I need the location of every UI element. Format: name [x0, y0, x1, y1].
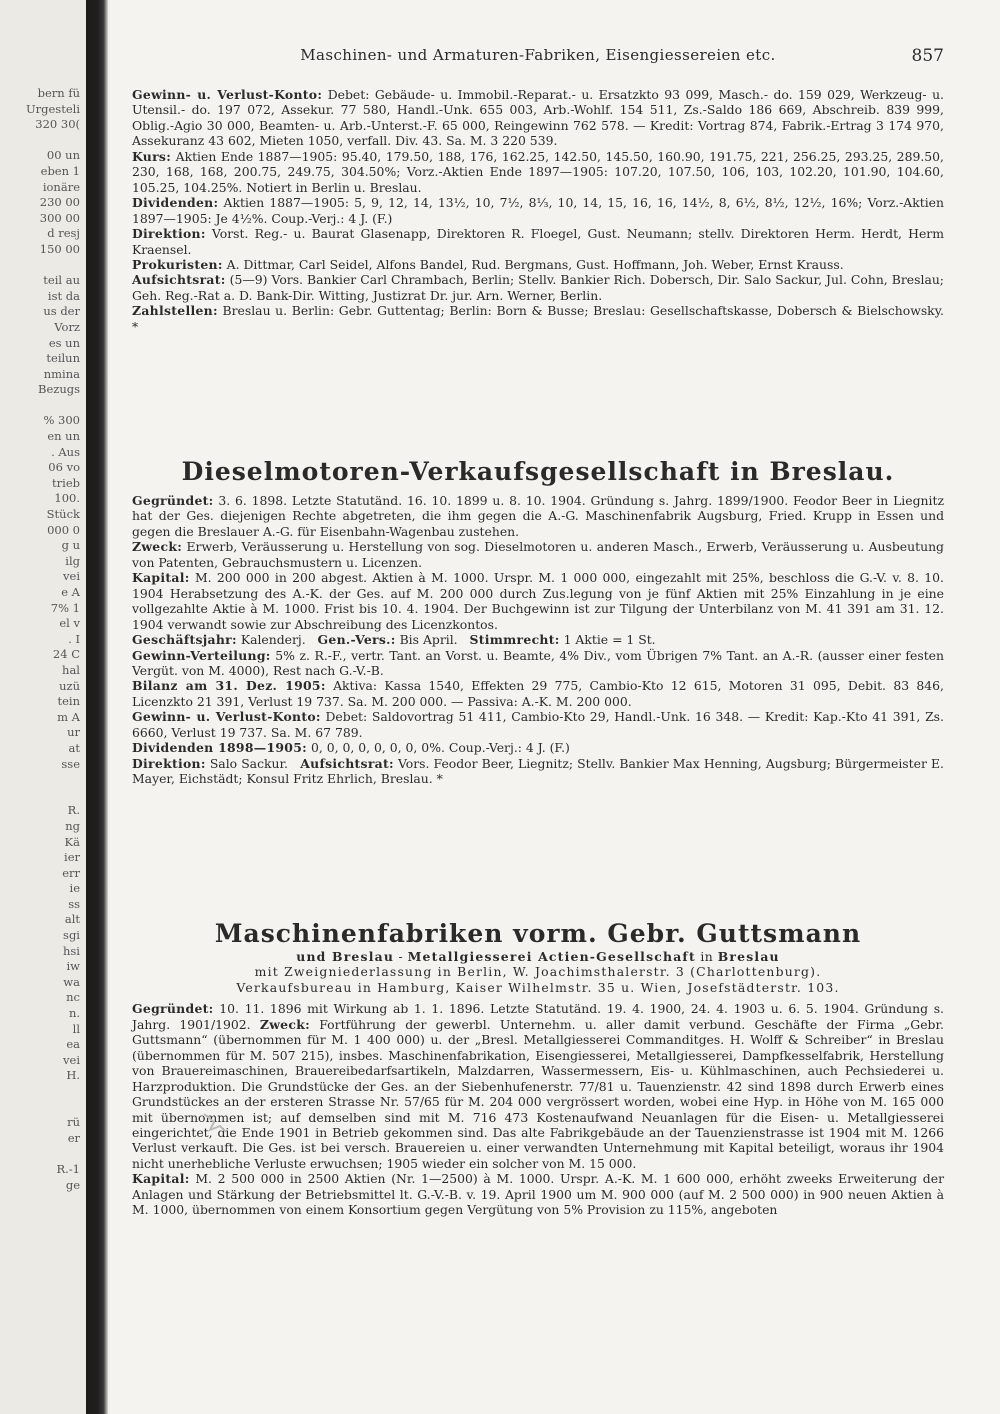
previous-page-fragment: at	[68, 740, 80, 755]
entry-text: Breslau u. Berlin: Gebr. Guttentag; Berlin: Born & Busse; Breslau: Gesellschaftskasse, Dobersch & Bielschowsky. *	[132, 303, 944, 334]
subtitle-part: in	[700, 949, 714, 964]
previous-page-fragment: Stück	[46, 507, 80, 522]
previous-page-fragment: trieb	[52, 475, 80, 490]
previous-page-fragment: sse	[61, 756, 80, 771]
entry-direktion	[132, 756, 944, 787]
entry-key: Aufsichtsrat:	[300, 755, 394, 771]
company-body	[132, 493, 944, 787]
entry-key: Gewinn-Verteilung:	[132, 647, 271, 663]
entry-text: 1 Aktie = 1 St.	[563, 632, 656, 648]
previous-page-fragment	[0, 1084, 80, 1100]
page-number: 857	[911, 46, 944, 66]
previous-page-fragment: vei	[63, 569, 80, 584]
entry-key: Dividenden:	[132, 195, 219, 211]
entry-bilanz	[132, 678, 944, 709]
subtitle-part: Metallgiesserei Actien-Gesellschaft	[407, 949, 696, 964]
entry-text: Debet: Saldovortrag 51 411, Cambio-Kto 29, Handl.-Unk. 16 348. — Kredit: Kap.-Kto 41 391, Zs. 6660, Verlust 19 737. Sa. M. 67 789.	[132, 709, 944, 740]
entry-text: M. 200 000 in 200 abgest. Aktien à M. 1000. Urspr. M. 1 000 000, eingezahlt mit 25%, beschloss die G.-V. v. 8. 10. 1904 Herabsetzung des A.-K. der Ges. auf M. 200 000 durch Zus.legung von je fünf Aktien mit 25% Einzahlung in je eine vollgezahlte Aktie à M. 1000. Frist bis 10. 4. 1904. Der Buchgewinn ist zur Tilgung der Unterbilanz von M. 41 391 am 31. 12. 1904 verwandt sowie zur Abschreibung des Licenzkontos.	[132, 570, 944, 632]
previous-page-text-fragments	[0, 86, 80, 1193]
entry-text: Vors. Feodor Beer, Liegnitz; Stellv. Bankier Max Henning, Augsburg; Bürgermeister E. Mayer, Eichstädt; Konsul Fritz Ehrlich, Breslau. *	[132, 755, 944, 787]
entry-text: (5—9) Vors. Bankier Carl Chrambach, Berlin; Stellv. Bankier Rich. Dobersch, Dir. Salo Sackur, Jul. Cohn, Breslau; Geh. Reg.-Rat a. D. Bank-Dir. Witting, Justizrat Dr. jur. Arn. Werner, Berlin.	[132, 272, 944, 303]
entry-text: 10. 11. 1896 mit Wirkung ab 1. 1. 1896. Letzte Statutänd. 19. 4. 1900, 24. 4. 1903 u. 6. 5. 1904. Gründung s. Jahrg. 1901/1902.	[132, 1001, 944, 1032]
entry-key: Dividenden 1898—1905:	[132, 740, 308, 756]
previous-page-fragment: m A	[57, 709, 80, 724]
entry-text: M. 2 500 000 in 2500 Aktien (Nr. 1—2500) à M. 1000. Urspr. A.-K. M. 1 600 000, erhöht zweeks Erweiterung der Anlagen und Stärkung der Betriebsmittel lt. G.-V.-B. v. 19. April 1900 um M. 900 000 (auf M. 2 500 000) in 900 neuen Aktien à M. 1000, übernommen von einem Konsortium gegen Vergütung von 5% Provision zu 115%, angeboten	[132, 1171, 944, 1218]
entry-gewinn-verlust	[132, 709, 944, 740]
entry-text: Aktien 1887—1905: 5, 9, 12, 14, 13½, 10, 7½, 8⅓, 10, 14, 15, 16, 16, 14½, 8, 6½, 8½, 12½, 16%; Vorz.-Aktien 1897—1905: Je 4½%. Coup.-Verj.: 4 J. (F.)	[132, 195, 944, 226]
previous-page-fragment: us der	[43, 304, 80, 319]
previous-page-fragment: ier	[64, 850, 80, 865]
previous-page-fragment: n.	[68, 1006, 80, 1021]
entry-text: Salo Sackur.	[209, 755, 288, 771]
previous-page-fragment: R.-1	[56, 1161, 80, 1176]
previous-page-fragment: hsi	[63, 943, 80, 958]
previous-company-continuation	[132, 87, 944, 334]
previous-page-fragment: ll	[72, 1021, 80, 1036]
previous-page-fragment: 24 C	[52, 647, 80, 662]
entry-key: Gen.-Vers.:	[317, 632, 396, 648]
company-sales-office-line: Verkaufsbureau in Hamburg, Kaiser Wilhelmstr. 35 u. Wien, Josefstädterstr. 103.	[236, 979, 840, 995]
entry-gewinn-verteilung	[132, 648, 944, 679]
company-guttsmann	[132, 919, 944, 1218]
entry-key: Direktion:	[132, 226, 206, 242]
company-subtitle: und Breslau - Metallgiesserei Actien-Gesellschaft in Breslau	[296, 949, 780, 964]
previous-page-fragment: tein	[57, 694, 80, 709]
previous-page-fragment: ur	[67, 725, 80, 740]
previous-page-fragment: 150 00	[39, 241, 80, 256]
entry-gewinn-verlust	[132, 87, 944, 149]
previous-page-fragment: H.	[66, 1068, 80, 1083]
previous-page-fragment: R.	[67, 803, 80, 818]
previous-page-fragment	[0, 1100, 80, 1116]
previous-page-fragment: 7% 1	[50, 600, 80, 615]
entry-text: Aktiva: Kassa 1540, Effekten 29 775, Cambio-Kto 12 615, Motoren 31 095, Debit. 83 846, Licenzkto 21 391, Verlust 19 737. Sa. M. 200 000. — Passiva: A.-K. M. 200 000.	[132, 678, 944, 709]
previous-page-fragment: 00 un	[46, 148, 80, 163]
entry-kapital	[132, 570, 944, 632]
entry-text: Fortführung der gewerbl. Unternehm. u. aller damit verbund. Geschäfte der Firma „Gebr. Guttsmann“ (übernommen für M. 1 400 000) u. der „Bresl. Metallgiesserei Commanditges. H. Wolff & Schreiber“ in Breslau (übernommen für M. 507 215), insbes. Maschinenfabrikation, Eisengiesserei, Metallgiesserei, Dampfkesselfabrik, Herstellung von Brauereimaschinen, Brauereibedarfsartikeln, Malzdarren, Wassermessern, Eis- u. Kühlmaschinen, auch Pechsiederei u. Harzproduktion. Die Grundstücke der Ges. an der Siebenhufenerstr. 77/81 u. Tauenzienstr. 42 sind 1898 durch Erwerb eines Grundstückes an der ersteren Strasse Nr. 57/65 für M. 204 000 vergrössert worden, wobei eine Hyp. in Höhe von M. 165 000 mit übernommen ist; auf demselben sind mit M. 716 473 Kostenaufwand Neuanlagen für die Eisen- u. Metallgiesserei eingerichtet, die Ende 1901 in Betrieb gekommen sind. Das alte Fabrikgebäude an der Tauenzienstrasse ist 1904 mit M. 1266 Verlust verkauft. Die Ges. ist bei versch. Brauereien u. einer verwandten Unternehmung mit Kapital beteiligt, woraus ihr 1904 nicht unerhebliche Verluste erwuchsen; 1905 wieder ein solcher von M. 15 000.	[132, 1016, 944, 1171]
entry-key: Kapital:	[132, 570, 190, 586]
company-body	[132, 1001, 944, 1217]
previous-page-fragment: bern fü	[37, 86, 80, 100]
entry-key: Gegründet:	[132, 1001, 214, 1017]
previous-page-fragment: eben 1	[40, 163, 80, 178]
previous-page-sliver	[0, 0, 86, 1414]
entry-text: Kalenderj.	[240, 632, 306, 648]
previous-page-fragment: ge	[65, 1177, 80, 1192]
entry-kapital	[132, 1171, 944, 1217]
company-title: Maschinenfabriken vorm. Gebr. Guttsmann	[214, 919, 862, 948]
previous-page-fragment: err	[62, 865, 80, 880]
entry-aufsichtsrat	[132, 272, 944, 303]
previous-page-fragment: sgi	[63, 928, 80, 943]
previous-page-fragment: Vorz	[54, 319, 80, 334]
subtitle-part: und Breslau	[296, 949, 395, 964]
entry-key: Kurs:	[132, 148, 172, 164]
running-header-title: Maschinen- und Armaturen-Fabriken, Eisengiessereien etc.	[300, 46, 776, 64]
previous-page-fragment: 300 00	[39, 210, 80, 225]
entry-text: Aktien Ende 1887—1905: 95.40, 179.50, 188, 176, 162.25, 142.50, 145.50, 160.90, 191.75, 221, 256.25, 293.25, 289.50, 230, 168, 168, 200.75, 249.75, 304.50%; Vorz.-Aktien Ende 1897—1905: 107.20, 107.50, 106, 103, 102.20, 101.90, 104.60, 105.25, 104.25%. Notiert in Berlin u. Breslau.	[132, 148, 944, 195]
subtitle-part: Breslau	[717, 949, 780, 964]
entry-key: Gewinn- u. Verlust-Konto:	[132, 87, 323, 102]
previous-page-fragment: ilg	[65, 553, 80, 568]
entry-dividenden	[132, 740, 944, 755]
previous-page-fragment: . Aus	[51, 444, 80, 459]
previous-page-fragment: 230 00	[39, 195, 80, 210]
previous-page-fragment: es un	[48, 335, 80, 350]
entry-zahlstellen	[132, 303, 944, 334]
entry-key: Gewinn- u. Verlust-Konto:	[132, 709, 321, 725]
previous-page-fragment: uzü	[59, 678, 80, 693]
entry-text: Bis April.	[399, 632, 458, 648]
entry-zweck	[132, 539, 944, 570]
entry-dividenden	[132, 195, 944, 226]
previous-page-fragment: 320 30(	[35, 117, 80, 132]
previous-page-fragment: ea	[66, 1037, 80, 1052]
entry-key: Zweck:	[132, 539, 183, 555]
running-header	[132, 46, 944, 68]
entry-text: 5% z. R.-F., vertr. Tant. an Vorst. u. Beamte, 4% Div., vom Übrigen 7% Tant. an A.-R. (ausser einer festen Vergüt. von M. 4000), Rest nach G.-V.-B.	[132, 647, 944, 678]
previous-page-fragment: 06 vo	[48, 460, 80, 475]
entry-geschaeftsjahr	[132, 632, 944, 647]
previous-page-fragment: ionäre	[42, 179, 80, 194]
previous-page-fragment: rü	[67, 1115, 80, 1130]
previous-page-fragment	[0, 258, 80, 274]
previous-page-fragment	[0, 398, 80, 414]
previous-page-fragment: wa	[63, 974, 80, 989]
previous-page-fragment: % 300	[43, 413, 80, 428]
previous-page-fragment	[0, 133, 80, 149]
previous-page-fragment: ie	[69, 881, 80, 896]
entry-text: A. Dittmar, Carl Seidel, Alfons Bandel, Rud. Bergmans, Gust. Hoffmann, Joh. Weber, Ernst Krauss.	[226, 256, 844, 272]
previous-page-fragment: el v	[59, 616, 80, 631]
previous-page-fragment: er	[67, 1130, 80, 1145]
previous-page-fragment: ng	[65, 818, 80, 833]
previous-page-fragment	[0, 1146, 80, 1162]
previous-page-fragment: en un	[47, 429, 80, 444]
previous-page-fragment: d resj	[47, 226, 80, 241]
previous-page-fragment: vei	[63, 1052, 80, 1067]
company-title: Dieselmotoren-Verkaufsgesellschaft in Breslau.	[181, 457, 895, 486]
entry-gegruendet	[132, 493, 944, 539]
entry-gegruendet-zweck	[132, 1001, 944, 1171]
entry-direktion	[132, 226, 944, 257]
entry-key: Kapital:	[132, 1171, 190, 1187]
entry-text: Vorst. Reg.- u. Baurat Glasenapp, Direktoren R. Floegel, Gust. Neumann; stellv. Direktoren Herm. Herdt, Herm Kraensel.	[132, 226, 944, 257]
previous-page-fragment: 000 0	[47, 522, 80, 537]
entry-prokuristen	[132, 257, 944, 272]
entry-text: Debet: Gebäude- u. Immobil.-Reparat.- u. Ersatzkto 93 099, Masch.- do. 159 029, Werkzeug- u. Utensil.- do. 197 072, Assekur. 77 580, Handl.-Unk. 655 003, Arb.-Wohlf. 154 511, Zs.-Saldo 186 669, Abschreib. 839 999, Oblig.-Agio 30 000, Beamten- u. Arb.-Unterst.-F. 65 000, Reingewinn 762 578. — Kredit: Vortrag 874, Fabrik.-Ertrag 3 174 970, Assekuranz 43 602, Mieten 1050, verfall. Div. 43. Sa. M. 3 220 539.	[132, 87, 944, 149]
previous-page-fragment: 100.	[54, 491, 80, 506]
previous-page-fragment: nmina	[43, 366, 80, 381]
previous-page-fragment: nc	[66, 990, 80, 1005]
previous-page-fragment: iw	[66, 959, 80, 974]
entry-key: Gegründet:	[132, 493, 214, 508]
previous-page-fragment: ist da	[47, 288, 80, 303]
previous-page-fragment: teilun	[46, 351, 80, 366]
book-gutter-shadow	[86, 0, 108, 1414]
previous-page-fragment: hal	[62, 662, 80, 677]
previous-page-fragment	[0, 788, 80, 804]
entry-key: Aufsichtsrat:	[132, 272, 226, 288]
previous-page-fragment: teil au	[43, 273, 80, 288]
entry-text: 3. 6. 1898. Letzte Statutänd. 16. 10. 1899 u. 8. 10. 1904. Gründung s. Jahrg. 1899/1900. Feodor Beer in Liegnitz hat der Ges. diejenigen Rechte abgetreten, die ihm gegen die A.-G. Maschinenfabrik Augsburg, Fried. Krupp in Essen und gegen die Breslauer A.-G. für Eisenbahn-Wagenbau zustehen.	[132, 493, 944, 539]
previous-page-fragment: Bezugs	[38, 382, 80, 397]
document-page	[110, 0, 1000, 1414]
previous-page-fragment: . I	[68, 631, 80, 646]
entry-key: Stimmrecht:	[469, 632, 560, 648]
entry-key: Direktion:	[132, 755, 206, 771]
entry-kurs	[132, 149, 944, 195]
previous-page-fragment: Kä	[64, 834, 80, 849]
ink-smudge-mark	[200, 1108, 232, 1136]
previous-page-fragment: g u	[61, 538, 80, 553]
entry-text: Erwerb, Veräusserung u. Herstellung von sog. Dieselmotoren u. anderen Masch., Erwerb, Veräusserung u. Ausbeutung von Patenten, Gebrauchsmustern u. Licenzen.	[132, 539, 944, 570]
previous-page-fragment: Urgesteli	[25, 101, 80, 116]
entry-text: 0, 0, 0, 0, 0, 0, 0, 0%. Coup.-Verj.: 4 J. (F.)	[310, 740, 570, 756]
previous-page-fragment: ss	[68, 896, 80, 911]
previous-page-fragment: e A	[61, 585, 80, 599]
entry-key: Zahlstellen:	[132, 303, 218, 319]
entry-key: Prokuristen:	[132, 256, 223, 272]
company-dieselmotoren	[132, 457, 944, 787]
entry-key: Geschäftsjahr:	[132, 632, 237, 648]
company-branch-line: mit Zweigniederlassung in Berlin, W. Joachimsthalerstr. 3 (Charlottenburg).	[254, 964, 822, 980]
previous-page-fragment	[0, 772, 80, 788]
entry-key: Zweck:	[259, 1016, 310, 1032]
entry-key: Bilanz am 31. Dez. 1905:	[132, 678, 326, 694]
previous-page-fragment: alt	[64, 912, 80, 927]
